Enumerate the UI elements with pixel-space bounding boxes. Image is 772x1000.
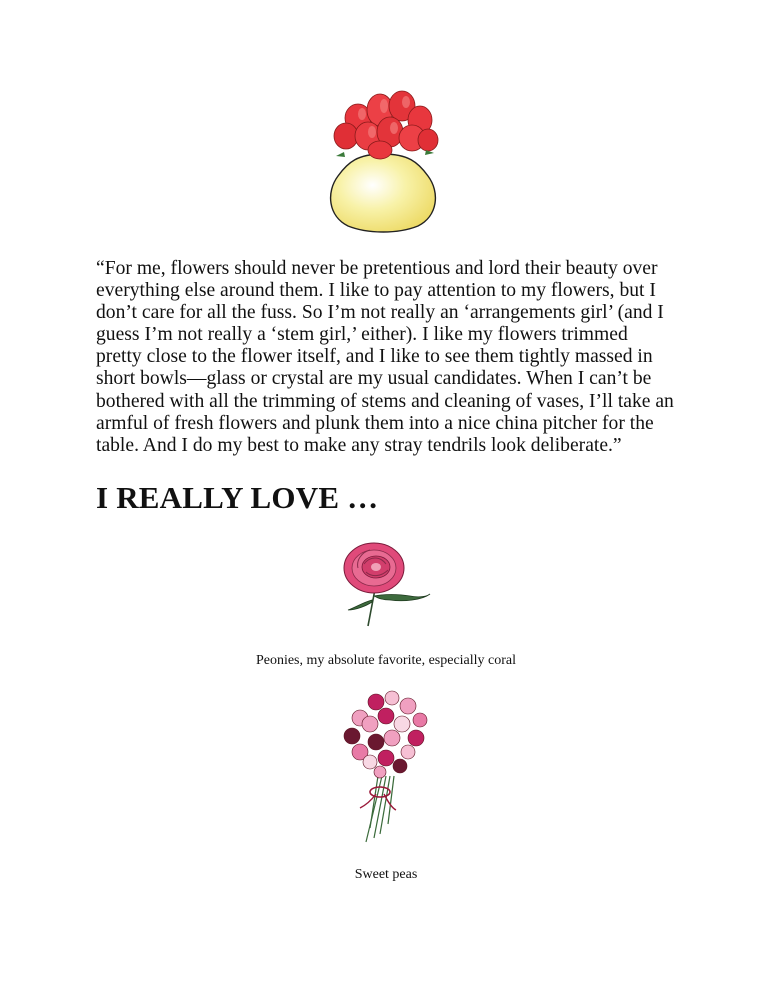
section-heading: I REALLY LOVE …: [96, 480, 379, 515]
sweet-pea-caption: Sweet peas: [354, 867, 418, 882]
tulip-vase-illustration: [322, 88, 444, 234]
peony-caption: Peonies, my absolute favorite, especially coral: [255, 653, 517, 668]
quote-paragraph: “For me, flowers should never be pretentious and lord their beauty over everything else around them. I like to pay attention to my flowers, but I don’t care for all the fuss. So I’m not really an ‘arrangements girl’ (and I guess I’m not really a ‘stem girl,’ either). I like my flowers trimmed pretty close to the flower itself, and I like to see them tightly massed in short bowls—glass or crystal are my usual candidates. When I can’t be bothered with all the trimming of stems and cleaning of vases, I’ll take an armful of fresh flowers and plunk them into a nice china pitcher for the table. And I do my best to make any stray tendrils look deliberate.”: [96, 258, 674, 456]
sweet-pea-illustration: [330, 688, 442, 844]
peony-illustration: [334, 540, 434, 628]
